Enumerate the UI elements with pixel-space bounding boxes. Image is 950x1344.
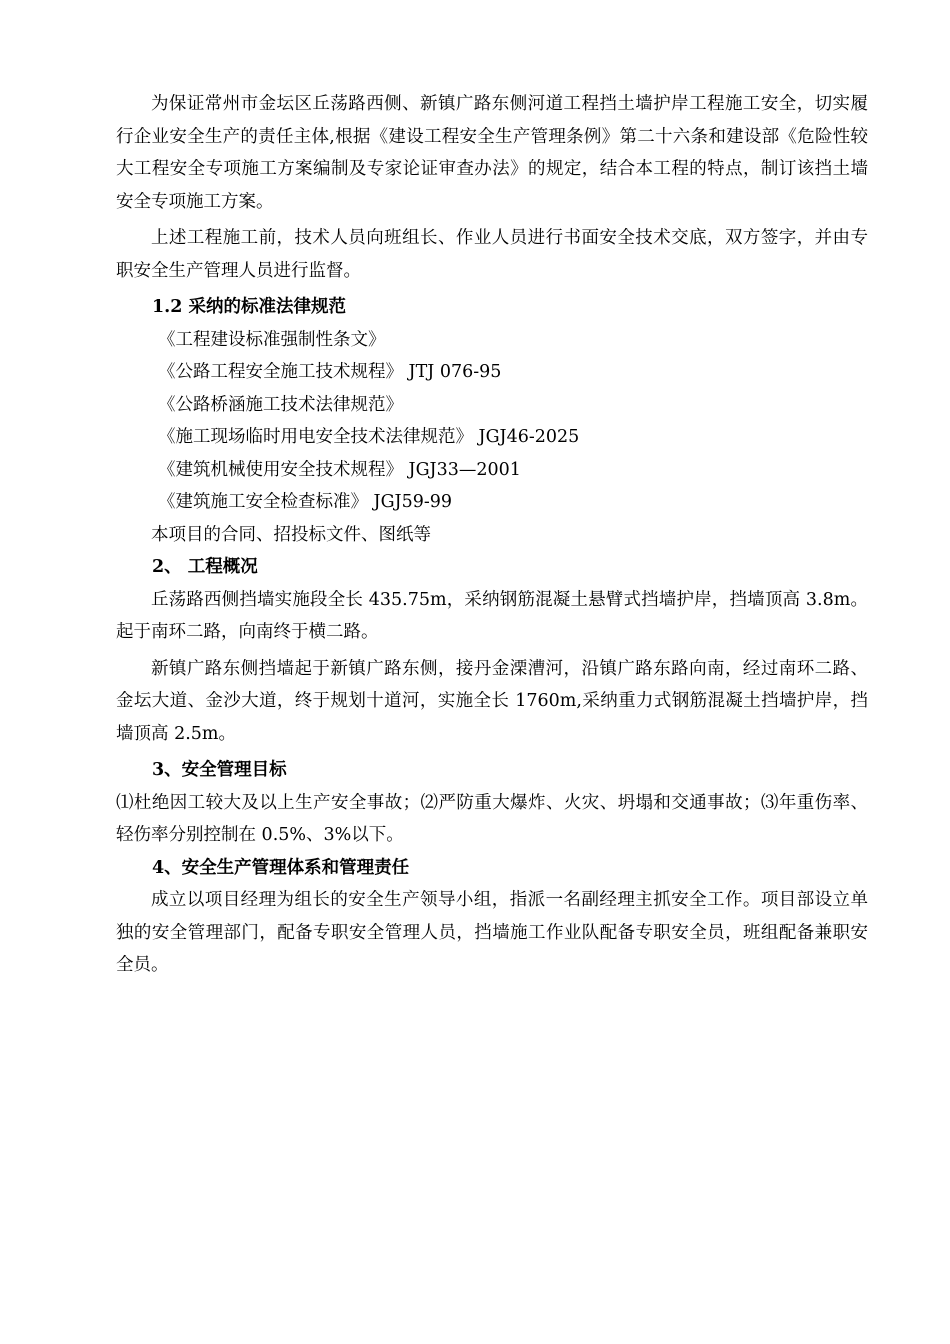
intro-paragraph: 上述工程施工前，技术人员向班组长、作业人员进行书面安全技术交底，双方签字，并由专职安全生产管理人员进行监督。 bbox=[116, 228, 868, 281]
section-heading-4: 4、安全生产管理体系和管理责任 bbox=[152, 857, 410, 878]
regulation-item: 《公路桥涵施工技术法律规范》 bbox=[158, 394, 403, 415]
document-body bbox=[116, 88, 868, 982]
regulation-item: 《建筑机械使用安全技术规程》 JGJ33—2001 bbox=[158, 459, 521, 480]
section-heading-2: 2、 工程概况 bbox=[152, 557, 258, 577]
regulation-item: 《施工现场临时用电安全技术法律规范》 JGJ46-2025 bbox=[158, 427, 580, 447]
regulation-item: 本项目的合同、招投标文件、图纸等 bbox=[151, 524, 431, 545]
section-heading-3: 3、安全管理目标 bbox=[152, 760, 287, 780]
regulation-item: 《建筑施工安全检查标准》 JGJ59-99 bbox=[158, 492, 453, 512]
section-4-paragraph: 成立以项目经理为组长的安全生产领导小组，指派一名副经理主抓安全工作。项目部设立单独的安全管理部门，配备专职安全管理人员，挡墙施工作业队配备专职安全员，班组配备兼职安全员。 bbox=[116, 890, 868, 975]
section-heading-1-2: 1.2 采纳的标准法律规范 bbox=[152, 297, 347, 317]
section-3-paragraph: ⑴杜绝因工较大及以上生产安全事故；⑵严防重大爆炸、火灾、坍塌和交通事故；⑶年重伤率、轻伤率分别控制在 0.5%、3%以下。 bbox=[116, 792, 868, 845]
section-2-paragraph: 新镇广路东侧挡墙起于新镇广路东侧，接丹金溧漕河，沿镇广路东路向南，经过南环二路、金坛大道、金沙大道，终于规划十道河，实施全长 1760m,采纳重力式钢筋混凝土挡墙护岸，挡墙顶高 2.5m。 bbox=[116, 658, 868, 744]
regulation-item: 《公路工程安全施工技术规程》 JTJ 076-95 bbox=[158, 362, 502, 382]
intro-paragraph: 为保证常州市金坛区丘荡路西侧、新镇广路东侧河道工程挡土墙护岸工程施工安全，切实履行企业安全生产的责任主体,根据《建设工程安全生产管理条例》第二十六条和建设部《危险性较大工程安全专项施工方案编制及专家论证审查办法》的规定，结合本工程的特点，制订该挡土墙安全专项施工方案。 bbox=[116, 94, 868, 212]
regulation-item: 《工程建设标准强制性条文》 bbox=[158, 329, 386, 350]
section-2-paragraph: 丘荡路西侧挡墙实施段全长 435.75m，采纳钢筋混凝土悬臂式挡墙护岸，挡墙顶高 3.8m。起于南环二路，向南终于横二路。 bbox=[116, 589, 868, 642]
